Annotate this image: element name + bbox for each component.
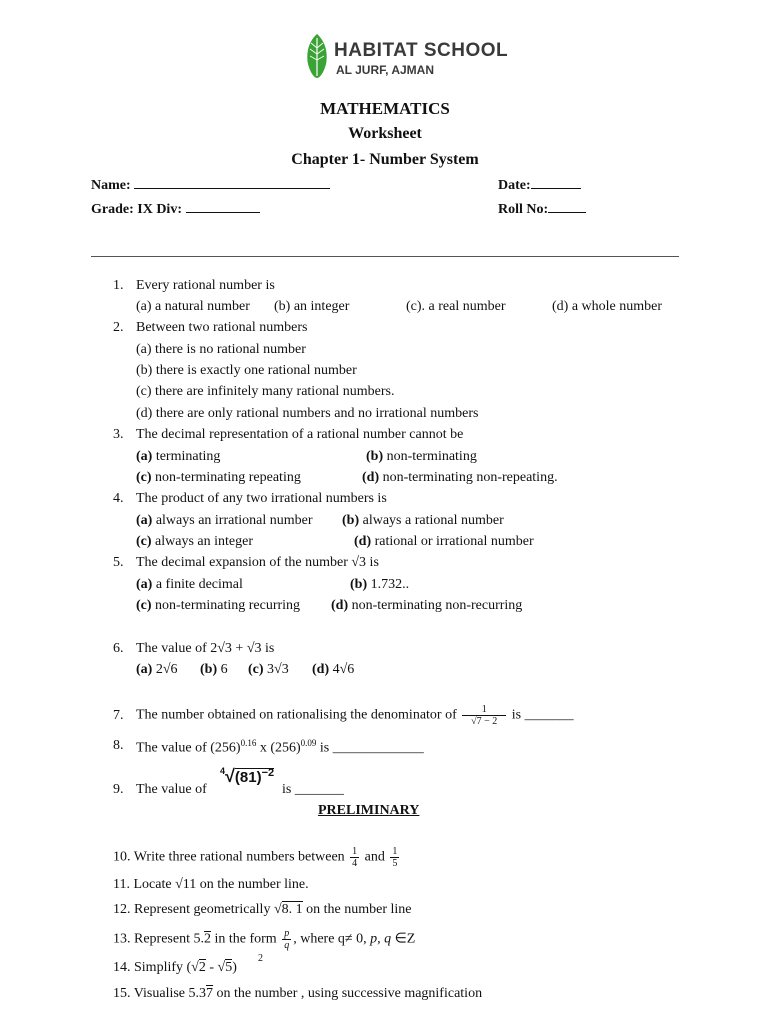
q5-option-a: (a) a finite decimal (136, 577, 243, 592)
q2-option-a: (a) there is no rational number (136, 342, 306, 357)
grade-label: Grade: IX Div: (91, 202, 182, 217)
q5-option-d: (d) non-terminating non-recurring (331, 598, 523, 613)
q3-text: The decimal representation of a rational number cannot be (136, 427, 464, 442)
school-name: HABITAT SCHOOL (334, 40, 509, 61)
subject-title: MATHEMATICS (320, 99, 450, 118)
q7-line (136, 704, 574, 727)
q2-text: Between two rational numbers (136, 320, 308, 335)
q3-number: 3. (113, 427, 124, 442)
q14-exponent: 2 (258, 953, 263, 964)
q14-line: 14. Simplify (√2 - √5) (113, 960, 237, 975)
q7-tail: is _______ (511, 707, 574, 723)
name-label: Name: (91, 178, 131, 193)
q6-option-c: (c) 3√3 (248, 662, 289, 677)
q2-option-d: (d) there are only rational numbers and no irrational numbers (136, 406, 479, 421)
q1-number: 1. (113, 278, 124, 293)
q3-option-d: (d) non-terminating non-repeating. (362, 470, 558, 485)
q7-fraction: $\frac{1}{√7 - 2}$ (462, 704, 506, 727)
q9-text: The value of (136, 782, 207, 797)
date-field[interactable] (498, 176, 581, 194)
q11-line: 11. Locate √11 on the number line. (113, 877, 309, 892)
school-location: AL JURF, AJMAN (336, 63, 435, 77)
date-label: Date: (498, 178, 531, 193)
preliminary-heading: PRELIMINARY (318, 803, 420, 818)
q5-option-b: (b) 1.732.. (350, 577, 410, 592)
q2-option-c: (c) there are infinitely many rational numbers. (136, 384, 395, 399)
q7-number: 7. (113, 708, 124, 723)
q6-text: The value of 2√3 + √3 is (136, 641, 275, 656)
q4-option-c: (c) always an integer (136, 534, 254, 549)
roll-label: Roll No: (498, 202, 549, 217)
q4-text: The product of any two irrational numbers is (136, 491, 387, 506)
doc-type: Worksheet (348, 125, 422, 142)
q3-option-b: (b) non-terminating (366, 449, 477, 464)
q1-option-d: (d) a whole number (552, 299, 663, 314)
q12-line: 12. Represent geometrically √8. 1 on the number line (113, 902, 412, 917)
q3-option-a: (a) terminating (136, 449, 221, 464)
q1-option-a: (a) a natural number (136, 299, 250, 314)
q15-line: 15. Visualise 5.37 on the number , using successive magnification (113, 986, 483, 1001)
q8-number: 8. (113, 738, 124, 753)
q2-option-b: (b) there is exactly one rational number (136, 363, 357, 378)
school-logo (304, 32, 330, 80)
chapter-title: Chapter 1- Number System (291, 151, 479, 168)
roll-field[interactable] (498, 200, 586, 218)
q5-text: The decimal expansion of the number √3 is (136, 555, 379, 570)
q13-line: 13. Represent 5.2 in the form $\frac{p}{q}$ , where q≠ 0, p, q ∈Z (113, 928, 416, 951)
q9-number: 9. (113, 782, 124, 797)
grade-field[interactable] (91, 200, 260, 218)
q9-tail: is _______ (282, 782, 344, 797)
divider (91, 256, 679, 257)
q6-option-b: (b) 6 (200, 662, 228, 677)
q4-option-d: (d) rational or irrational number (354, 534, 534, 549)
q1-text: Every rational number is (136, 278, 275, 293)
q4-option-a: (a) always an irrational number (136, 513, 313, 528)
name-field[interactable] (91, 176, 330, 194)
q5-option-c: (c) non-terminating recurring (136, 598, 301, 613)
q3-option-c: (c) non-terminating repeating (136, 470, 301, 485)
q1-option-c: (c). a real number (406, 299, 506, 314)
q4-number: 4. (113, 491, 124, 506)
q8-line: The value of $(256)^{0.16}$ x $(256)^{0.09}$ is _____________ (136, 738, 424, 756)
q6-option-d: (d) 4√6 (312, 662, 355, 677)
q9-radical: $^4√(81)^{-2}$ (220, 766, 275, 786)
q4-option-b: (b) always a rational number (342, 513, 504, 528)
q7-text: The number obtained on rationalising the denominator of (136, 707, 457, 723)
q6-option-a: (a) 2√6 (136, 662, 178, 677)
q10-line: 10. Write three rational numbers between $\frac{1}{4}$ and $\frac{1}{5}$ (113, 846, 398, 869)
q6-number: 6. (113, 641, 124, 656)
q1-option-b: (b) an integer (274, 299, 350, 314)
q2-number: 2. (113, 320, 124, 335)
leaf-logo-icon (304, 32, 330, 80)
q5-number: 5. (113, 555, 124, 570)
